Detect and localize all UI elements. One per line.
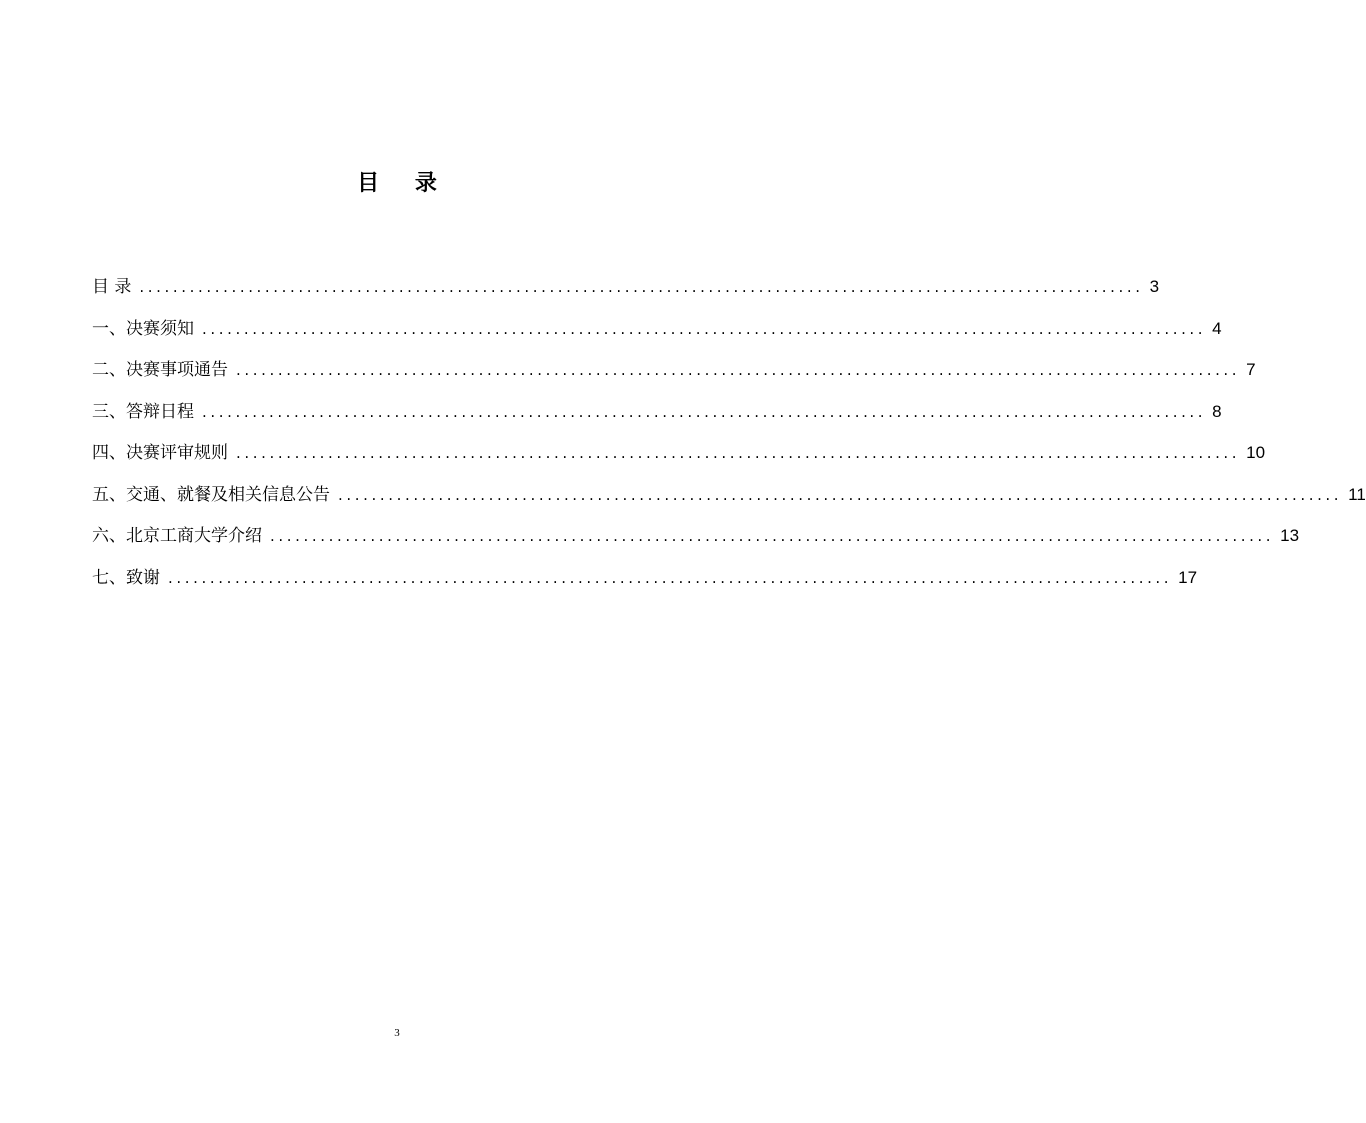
toc-entry[interactable] — [92, 273, 1160, 315]
toc-entry-label: 一、决赛须知 — [92, 318, 194, 339]
toc-dot-leader: ........................................................................................................................ — [202, 319, 1207, 338]
toc-entry-label: 六、北京工商大学介绍 — [92, 526, 262, 546]
toc-dot-leader: ........................................................................................................................ — [338, 485, 1343, 504]
toc-dot-leader: ........................................................................................................................ — [202, 402, 1207, 421]
toc-entry-page: 7 — [1246, 360, 1256, 379]
toc-entry[interactable] — [92, 481, 1366, 523]
toc-entry-label: 目 录 — [92, 277, 132, 297]
toc-entry-label: 四、决赛评审规则 — [92, 443, 228, 463]
page-title: 目 录 — [357, 170, 451, 196]
toc-entry[interactable] — [92, 522, 1300, 564]
toc-entry-page: 3 — [1149, 277, 1160, 296]
toc-entry-label: 三、答辩日程 — [92, 401, 194, 422]
toc-dot-leader: ........................................................................................................................ — [139, 278, 1144, 296]
toc-entry-page: 4 — [1212, 318, 1222, 338]
toc-dot-leader: ........................................................................................................................ — [236, 361, 1241, 379]
toc-entry-label: 五、交通、就餐及相关信息公告 — [92, 484, 330, 505]
table-of-contents — [92, 273, 1366, 605]
toc-dot-leader: ........................................................................................................................ — [270, 527, 1275, 545]
toc-entry-page: 13 — [1280, 526, 1300, 545]
toc-entry-page: 11 — [1348, 484, 1366, 504]
toc-entry-page: 8 — [1212, 401, 1222, 421]
toc-entry[interactable] — [92, 439, 1266, 481]
toc-entry-page: 10 — [1246, 443, 1266, 462]
toc-entry[interactable] — [92, 356, 1256, 398]
toc-entry-label: 二、决赛事项通告 — [92, 360, 228, 380]
toc-dot-leader: ........................................................................................................................ — [168, 568, 1173, 587]
toc-dot-leader: ........................................................................................................................ — [236, 444, 1241, 462]
toc-entry-label: 七、致谢 — [92, 567, 160, 588]
footer-page-number: 3 — [394, 1027, 400, 1039]
toc-entry[interactable] — [92, 315, 1222, 357]
toc-entry-page: 17 — [1178, 567, 1198, 587]
toc-entry[interactable] — [92, 564, 1198, 606]
toc-entry[interactable] — [92, 398, 1222, 440]
